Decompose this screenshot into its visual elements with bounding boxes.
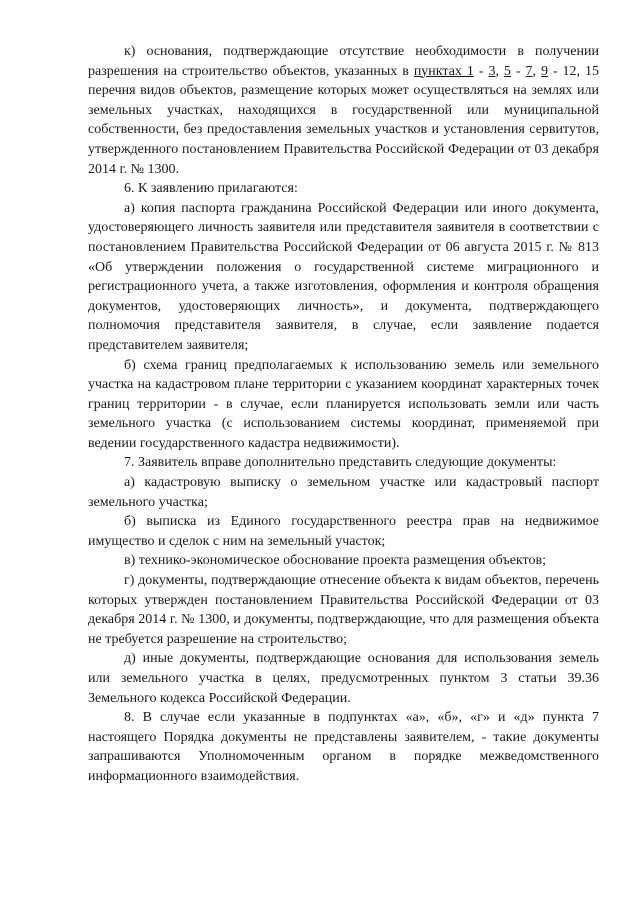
paragraph-7g: г) документы, подтверждающие отнесение объекта к видам объектов, перечень которых утвержден постановлением Правительства Российской Федерации от 03 декабря 2014 г. № 1300, и документы, подтверждающие, что для размещения объекта не требуется разрешение на строительство; xyxy=(88,573,599,647)
clause-link-9[interactable]: 9 xyxy=(540,63,548,79)
paragraph-k-text: к) основания, подтверждающие отсутствие необходимости в получении разрешения на строительство объектов, указанных в xyxy=(88,44,599,79)
paragraph-7b: б) выписка из Единого государственного реестра прав на недвижимое имущество и сделок с ним на земельный участок; xyxy=(88,514,599,549)
clause-link-1[interactable]: пунктах 1 xyxy=(413,63,474,79)
document-body xyxy=(88,42,599,787)
paragraph-k xyxy=(88,42,599,179)
clause-link-3[interactable]: 3 xyxy=(488,63,496,79)
paragraph-7: 7. Заявитель вправе дополнительно представить следующие документы: xyxy=(124,455,557,471)
paragraph-6a: а) копия паспорта гражданина Российской Федерации или иного документа, удостоверяющего личность заявителя или представителя заявителя в соответствии с постановлением Правительства Российской Федерации от 06 августа 2015 г. № 813 «Об утверждении положения о государственной системе миграционного и регистрационного учета, а также изготовления, оформления и контроля обращения документов, удостоверяющих личность», и документа, подтверждающего полномочия представителя заявителя, в случае, если заявление подается представителем заявителя; xyxy=(88,200,599,353)
paragraph-6: 6. К заявлению прилагаются: xyxy=(124,181,298,197)
paragraph-6b: б) схема границ предполагаемых к использованию земель или земельного участка на кадастровом плане территории с указанием координат характерных точек границ территории - в случае, если планируется использовать земли или часть земельного участка (с использованием системы координат, применяемой при ведении государственного кадастра недвижимости). xyxy=(88,357,599,451)
clause-link-5[interactable]: 5 xyxy=(503,63,511,79)
separator: , xyxy=(495,63,504,79)
paragraph-7v: в) технико-экономическое обоснование проекта размещения объектов; xyxy=(124,553,546,569)
separator: - xyxy=(473,63,489,79)
paragraph-7d: д) иные документы, подтверждающие основания для использования земель или земельного участка в целях, предусмотренных пунктом 3 статьи 39.36 Земельного кодекса Российской Федерации. xyxy=(88,651,599,706)
clause-link-7[interactable]: 7 xyxy=(525,63,533,79)
paragraph-k-tail: - 12, 15 перечня видов объектов, размещение которых может осуществляться на землях или земельных участках, находящихся в государственной или муниципальной собственности, без предоставления земельных участков и установления сервитутов, утвержденного постановлением Правительства Российской Федерации от 03 декабря 2014 г. № 1300. xyxy=(88,63,599,177)
separator: , xyxy=(532,63,541,79)
paragraph-8: 8. В случае если указанные в подпунктах «а», «б», «г» и «д» пункта 7 настоящего Порядка документы не представлены заявителем, - такие документы запрашиваются Уполномоченным органом в порядке межведомственного информационного взаимодействия. xyxy=(88,710,599,784)
separator: - xyxy=(510,63,526,79)
paragraph-7a: а) кадастровую выписку о земельном участке или кадастровый паспорт земельного участка; xyxy=(88,475,599,510)
